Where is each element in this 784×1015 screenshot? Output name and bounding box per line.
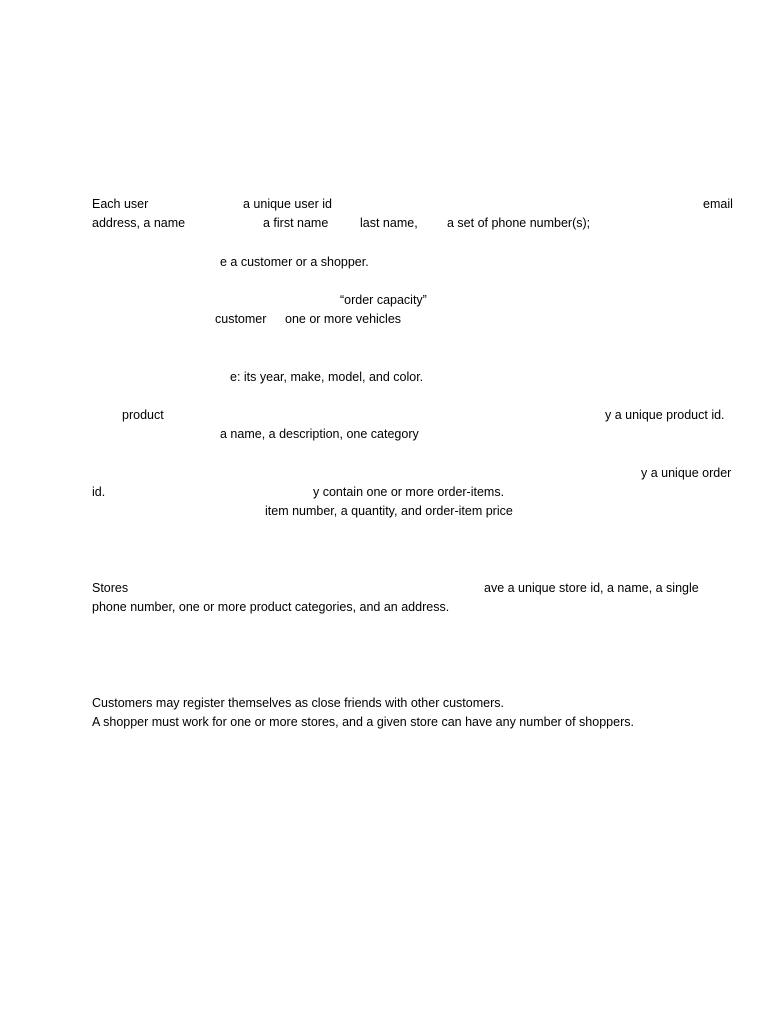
text-store-attributes: ave a unique store id, a name, a single <box>484 581 699 595</box>
text-each-user: Each user <box>92 197 149 211</box>
text-vehicle-attributes: e: its year, make, model, and color. <box>230 370 424 384</box>
text-stores: Stores <box>92 581 129 595</box>
text-unique-order: y a unique order <box>641 466 732 480</box>
text-email: email <box>703 197 733 211</box>
text-item-attributes: item number, a quantity, and order-item price <box>265 504 513 518</box>
text-order-items: y contain one or more order-items. <box>313 485 505 499</box>
text-last-name: last name, <box>360 216 418 230</box>
text-unique-product-id: y a unique product id. <box>605 408 725 422</box>
text-customer: customer <box>215 312 267 326</box>
text-first-name: a first name <box>263 216 329 230</box>
text-shopper-stores: A shopper must work for one or more stores, and a given store can have any number of shoppers. <box>92 715 634 729</box>
text-product: product <box>122 408 164 422</box>
text-product-attributes: a name, a description, one category <box>220 427 419 441</box>
text-customer-or-shopper: e a customer or a shopper. <box>220 255 369 269</box>
text-order-capacity: “order capacity” <box>340 293 427 307</box>
text-store-attributes-cont: phone number, one or more product categories, and an address. <box>92 600 450 614</box>
text-unique-user-id: a unique user id <box>243 197 332 211</box>
text-id: id. <box>92 485 106 499</box>
text-vehicles: one or more vehicles <box>285 312 402 326</box>
text-phone-numbers: a set of phone number(s); <box>447 216 591 230</box>
text-address-name: address, a name <box>92 216 186 230</box>
text-close-friends: Customers may register themselves as close friends with other customers. <box>92 696 504 710</box>
